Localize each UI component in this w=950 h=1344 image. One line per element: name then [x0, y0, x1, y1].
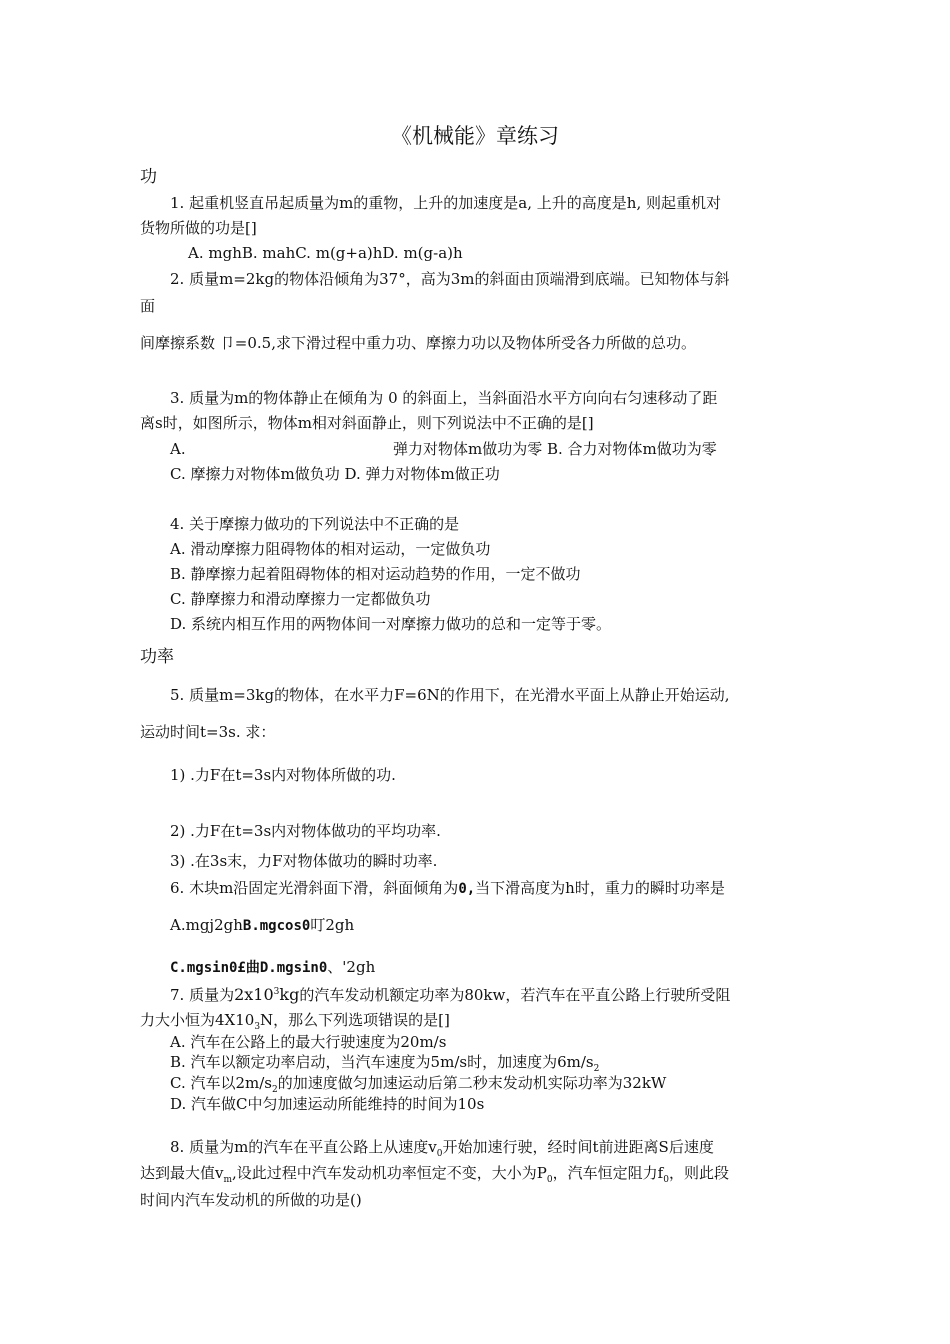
q7-option-d: D. 汽车做C中匀加速运动所能维持的时间为10s	[170, 1095, 485, 1113]
q5-line1: 5. 质量m=3kg的物体，在水平力F=6N的作用下，在光滑水平面上从静止开始运动,	[170, 686, 730, 704]
q6-option-b: B.mgcos0	[242, 918, 311, 934]
q5-part3: 3) .在3s末，力F对物体做功的瞬时功率.	[170, 852, 438, 870]
q6-option-b-tail: 叮2gh	[310, 916, 355, 934]
q8-line1	[170, 1138, 714, 1160]
q2-line1: 2. 质量m=2kg的物体沿倾角为37°，高为3m的斜面由顶端滑到底端。已知物体与斜	[170, 270, 730, 288]
q8-line2-sub3: 0	[663, 1175, 669, 1185]
q1-line1: 1. 起重机竖直吊起质量为m的重物，上升的加速度是a, 上升的高度是h, 则起重机对	[170, 194, 721, 212]
page-title: 《机械能》章练习	[391, 124, 559, 148]
q6-options-cd	[170, 958, 375, 977]
q7-line1-mass: 2x10	[234, 985, 274, 1004]
q8-line3: 时间内汽车发动机的所做的功是()	[140, 1191, 362, 1209]
q7-option-b	[170, 1053, 599, 1075]
q6-option-a: A.mgj2gh	[170, 916, 243, 934]
q5-part2: 2) .力F在t=3s内对物体做功的平均功率.	[170, 822, 441, 840]
q7-line1-sup: 3	[273, 987, 280, 997]
q6-stem	[170, 879, 725, 898]
q4-option-b: B. 静摩擦力起着阻碍物体的相对运动趋势的作用，一定不做功	[170, 565, 581, 583]
q7-line2-b: N，那么下列选项错误的是[]	[260, 1011, 450, 1029]
q7-line1-a: 7. 质量为	[170, 986, 235, 1004]
q8-line2-d: ，则此段	[668, 1164, 729, 1182]
q8-line2-sub2: 0	[546, 1175, 553, 1185]
q6-options-ab	[170, 916, 354, 935]
q1-line2: 货物所做的功是[]	[140, 219, 257, 237]
q2-line2: 面	[140, 297, 156, 315]
section-heading-work: 功	[140, 167, 157, 187]
q6-stem-b: 当下滑高度为h时，重力的瞬时功率是	[475, 879, 725, 897]
q7-option-c-a: C. 汽车以2m/s	[170, 1074, 272, 1092]
q7-line1-unit: kg	[279, 985, 300, 1004]
q7-option-b-sub: 2	[593, 1064, 600, 1074]
q4-option-c: C. 静摩擦力和滑动摩擦力一定都做负功	[170, 590, 431, 608]
q8-line2-c: ，汽车恒定阻力f	[552, 1164, 664, 1182]
q3-option-a-label: A.	[170, 440, 186, 458]
q8-line1-sub: 0	[436, 1149, 443, 1159]
q7-line2-a: 力大小恒为4X10	[140, 1011, 255, 1029]
q8-line1-a: 8. 质量为m的汽车在平直公路上从速度v	[170, 1138, 437, 1156]
q6-stem-a: 6. 木块m沿固定光滑斜面下滑，斜面倾角为	[170, 879, 459, 897]
q6-option-cd: C.mgsin0£曲D.mgsin0	[170, 960, 328, 976]
q1-options: A. mghB. mahC. m(g+a)hD. m(g-a)h	[188, 244, 463, 262]
q8-line2-sub1: m	[223, 1175, 233, 1185]
q6-stem-theta: 0,	[458, 881, 476, 897]
q8-line2-a: 达到最大值v	[140, 1164, 224, 1182]
q7-option-c	[170, 1074, 666, 1096]
q4-option-a: A. 滑动摩擦力阻碍物体的相对运动，一定做负功	[170, 540, 491, 558]
q8-line2	[140, 1164, 729, 1186]
q3-options-cd: C. 摩擦力对物体m做负功 D. 弹力对物体m做正功	[170, 465, 500, 483]
q4-stem: 4. 关于摩擦力做功的下列说法中不正确的是	[170, 515, 460, 533]
q5-part1: 1) .力F在t=3s内对物体所做的功.	[170, 766, 396, 784]
section-heading-power: 功率	[140, 647, 174, 667]
q7-line2-sub: 3	[254, 1022, 261, 1032]
q7-line2	[140, 1011, 450, 1033]
q7-option-b-text: B. 汽车以额定功率启动，当汽车速度为5m/s时，加速度为6m/s	[170, 1053, 594, 1071]
q8-line2-b: ,设此过程中汽车发动机功率恒定不变，大小为P	[232, 1164, 547, 1182]
q7-line1	[170, 985, 730, 1004]
q7-option-c-sub: 2	[272, 1085, 278, 1095]
q6-option-d-tail: 、'2gh	[327, 958, 376, 976]
q4-option-d: D. 系统内相互作用的两物体间一对摩擦力做功的总和一定等于零。	[170, 615, 612, 633]
q7-line1-d: 的汽车发动机额定功率为80kw，若汽车在平直公路上行驶所受阻	[299, 986, 731, 1004]
q3-line1: 3. 质量为m的物体静止在倾角为 0 的斜面上，当斜面沿水平方向向右匀速移动了距	[170, 389, 718, 407]
q7-option-c-b: 的加速度做匀加速运动后第二秒末发动机实际功率为32kW	[277, 1074, 667, 1092]
q3-option-a-text: 弹力对物体m做功为零 B. 合力对物体m做功为零	[393, 440, 717, 458]
q7-option-a: A. 汽车在公路上的最大行驶速度为20m/s	[170, 1033, 447, 1051]
q3-line2: 离s时，如图所示，物体m相对斜面静止，则下列说法中不正确的是[]	[140, 414, 594, 432]
q8-line1-b: 开始加速行驶，经时间t前进距离S后速度	[442, 1138, 714, 1156]
q5-line2: 运动时间t=3s. 求：	[140, 723, 276, 741]
q2-line3: 间摩擦系数 卩=0.5,求下滑过程中重力功、摩擦力功以及物体所受各力所做的总功。	[140, 334, 696, 352]
